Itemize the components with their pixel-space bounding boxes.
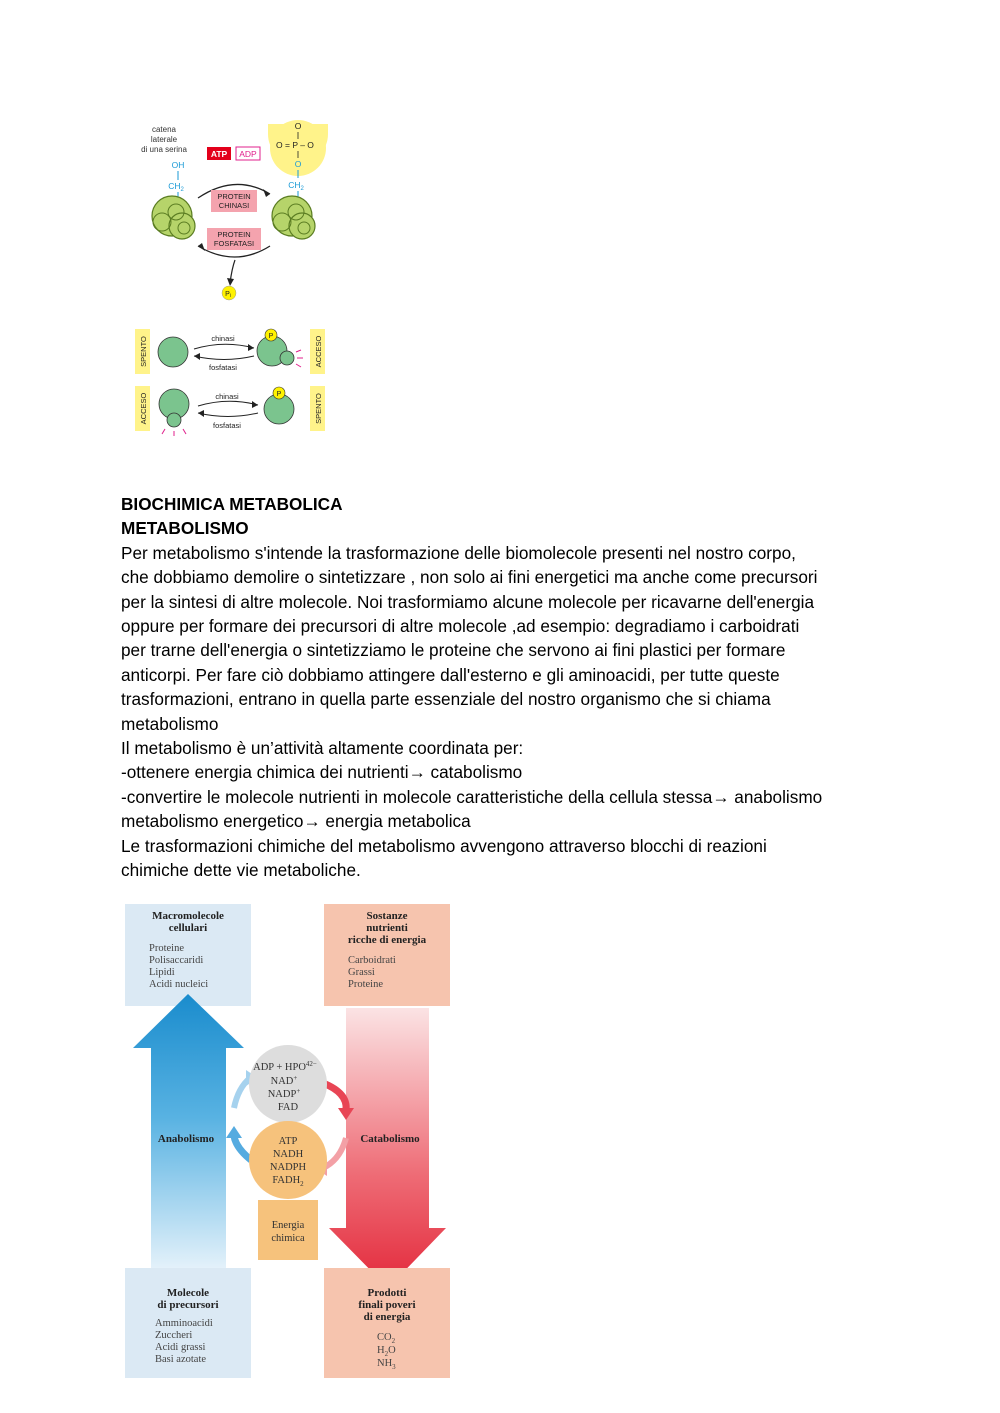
- products-item: $CO_2$: [377, 1332, 396, 1345]
- row1-left-protein: [158, 337, 188, 367]
- anabolism-arrow: [133, 994, 244, 1268]
- oh-label: OH: [171, 160, 185, 170]
- protein-left-icon: [152, 196, 195, 239]
- nutrient-title-1: Sostanze: [366, 910, 408, 922]
- text-line: trasformazioni, entrano in quella parte essenziale del nostro organismo che si chiama: [121, 689, 771, 710]
- metabolism-diagram: [118, 898, 458, 1388]
- grey-item: FAD: [277, 1102, 299, 1113]
- phosphate-o-top: O: [294, 121, 302, 131]
- text-line: che dobbiamo demolire o sintetizzare , non solo ai fini energetici ma anche come precursori: [121, 567, 818, 588]
- grey-item: NADP+: [267, 1087, 301, 1100]
- kinase-label-1: PROTEIN: [217, 192, 251, 201]
- text-line: oppure per formare dei precursori di altre molecole ,ad esempio: degradiamo i carboidrati: [121, 616, 800, 637]
- text-line: metabolismo: [121, 713, 219, 734]
- grey-item: ADP + $HPO^42-$: [253, 1060, 317, 1073]
- grey-item: NAD+: [270, 1074, 298, 1087]
- row2-left-label: ACCESO: [139, 392, 148, 425]
- anabolism-label: Anabolismo: [157, 1133, 215, 1145]
- orange-item: NADPH: [269, 1162, 307, 1173]
- orange-item: $FADH_2$: [272, 1175, 304, 1188]
- text-line: metabolismo energetico→ energia metabolica: [121, 811, 471, 832]
- orange-item: ATP: [278, 1136, 298, 1147]
- ch2-label-left: $CH_2$: [168, 181, 184, 193]
- text-line: Il metabolismo è un’attività altamente coordinata per:: [121, 738, 524, 759]
- body-text: [121, 492, 911, 883]
- phosphatase-label-2: FOSFATASI: [213, 239, 255, 248]
- text-line: Le trasformazioni chimiche del metabolismo avvengono attraverso blocchi di reazioni: [121, 835, 767, 856]
- products-title-2: finali poveri: [358, 1299, 416, 1311]
- energy-label-1: Energia: [271, 1220, 305, 1231]
- phosphate-o-bottom: O: [294, 159, 302, 169]
- text-line: Per metabolismo s'intende la trasformazione delle biomolecole presenti nel nostro corpo,: [121, 542, 796, 563]
- ch2-label-right: $CH_2$: [288, 180, 304, 192]
- text-line: chimiche dette vie metaboliche.: [121, 860, 361, 881]
- products-title-1: Prodotti: [367, 1287, 407, 1299]
- phosphatase-label-1: PROTEIN: [217, 230, 251, 239]
- products-title-3: di energia: [363, 1311, 411, 1323]
- macro-item: Polisaccaridi: [149, 955, 204, 966]
- macro-item: Proteine: [149, 943, 184, 954]
- nutrient-item: Carboidrati: [348, 955, 396, 966]
- text-line: -ottenere energia chimica dei nutrienti→ catabolismo: [121, 762, 523, 783]
- precursor-title-1: Molecole: [166, 1287, 210, 1299]
- row2-right-label: SPENTO: [314, 393, 323, 424]
- row2-p-label: P: [276, 391, 282, 398]
- serine-caption-1: catena: [151, 125, 177, 134]
- precursor-item: Acidi grassi: [155, 1342, 206, 1353]
- row1-right-protein: [257, 336, 303, 367]
- protein-right-icon: [272, 196, 315, 239]
- text-line: anticorpi. Per fare ciò dobbiamo attingere dall'esterno e gli aminoacidi, per tutte queste: [121, 664, 780, 685]
- text-line: per trarne dell'energia o sintetizziamo le proteine che servono ai fini plastici per formare: [121, 640, 786, 661]
- precursor-item: Zuccheri: [155, 1330, 193, 1341]
- heading-metabolismo: METABOLISMO: [121, 518, 249, 539]
- row1-p-label: P: [268, 333, 274, 340]
- row2-bottom-arrow-label: fosfatasi: [213, 421, 241, 430]
- macro-title-2: cellulari: [168, 922, 208, 934]
- orange-item: NADH: [272, 1149, 304, 1160]
- adp-label: ADP: [239, 149, 257, 159]
- precursor-item: Amminoacidi: [155, 1318, 213, 1329]
- serine-caption-3: di una serina: [141, 145, 187, 154]
- text-line: per la sintesi di altre molecole. Noi trasformiamo alcune molecole per ricavarne dell'energia: [121, 591, 815, 612]
- catabolism-arrow: [329, 1008, 446, 1288]
- atp-label: ATP: [210, 149, 228, 159]
- row1-top-arrow-label: chinasi: [211, 334, 235, 343]
- nutrient-title-3: ricche di energia: [347, 934, 427, 946]
- phosphorylation-diagram: [120, 118, 340, 448]
- cofactors-reduced-circle: [249, 1121, 327, 1199]
- row2-left-protein: [159, 389, 189, 436]
- heading-biochimica: BIOCHIMICA METABOLICA: [121, 494, 343, 514]
- row1-left-label: SPENTO: [139, 336, 148, 367]
- phosphate-mid: O = P – O: [276, 140, 314, 150]
- nutrient-title-2: nutrienti: [366, 922, 408, 934]
- row1-right-label: ACCESO: [314, 335, 323, 368]
- pi-label: Pi: [225, 291, 231, 299]
- precursor-item: Basi azotate: [155, 1354, 207, 1365]
- macro-item: Lipidi: [149, 967, 175, 978]
- kinase-label-2: CHINASI: [218, 201, 250, 210]
- row2-top-arrow-label: chinasi: [215, 392, 239, 401]
- row1-bottom-arrow-label: fosfatasi: [209, 363, 237, 372]
- energy-label-2: chimica: [271, 1233, 305, 1244]
- text-line: -convertire le molecole nutrienti in molecole caratteristiche della cellula stessa→ anabolismo: [121, 786, 823, 807]
- macro-title-1: Macromolecole: [152, 910, 224, 922]
- nutrient-item: Grassi: [348, 967, 375, 978]
- catabolism-label: Catabolismo: [360, 1133, 420, 1145]
- macro-item: Acidi nucleici: [149, 979, 209, 990]
- nutrient-item: Proteine: [348, 979, 383, 990]
- products-item: $H_2O$: [377, 1345, 396, 1358]
- products-item: $NH_3$: [377, 1358, 396, 1371]
- precursor-title-2: di precursori: [157, 1299, 219, 1311]
- serine-caption-2: laterale: [150, 135, 178, 144]
